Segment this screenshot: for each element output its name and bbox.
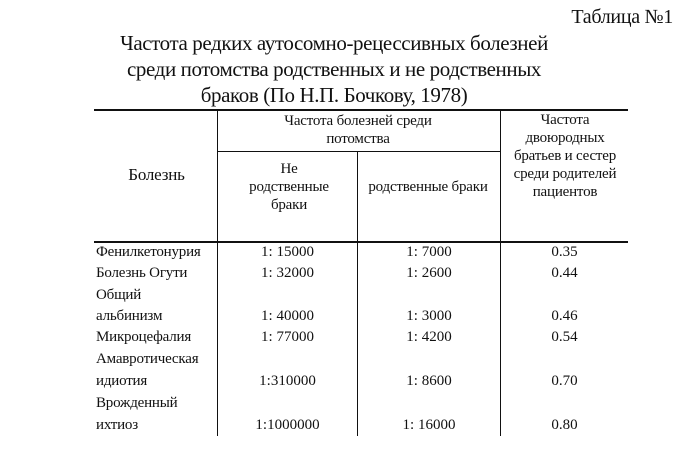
disease-name-cont: альбинизм: [96, 308, 163, 324]
cousins-value: 0.35: [551, 244, 578, 260]
disease-name: Общий: [96, 287, 142, 303]
unrelated-value: 1:310000: [259, 373, 316, 389]
unrelated-value: 1: 15000: [261, 244, 314, 260]
related-value: 1: 4200: [406, 329, 452, 345]
related-value: 1: 3000: [406, 308, 452, 324]
disease-name-cont: ихтиоз: [96, 417, 138, 433]
unrelated-value: 1: 40000: [261, 308, 314, 324]
header-cousins: Частота двоюродных братьев и сестер среди родителей пациентов: [513, 112, 617, 200]
header-unrelated: Не родственные браки: [249, 161, 329, 213]
cousins-value: 0.46: [551, 308, 578, 324]
unrelated-value: 1: 77000: [261, 329, 314, 345]
disease-name-cont: идиотия: [96, 373, 148, 389]
disease-name: Микроцефалия: [96, 329, 192, 345]
table-number: Таблица №1: [571, 6, 673, 28]
related-value: 1: 8600: [406, 373, 452, 389]
title-line-2: среди потомства родственных и не родственных: [127, 57, 541, 81]
title-line-3: браков (По Н.П. Бочкову, 1978): [200, 83, 468, 107]
col-divider-2: [357, 151, 358, 436]
disease-name: Врожденный: [96, 395, 178, 411]
unrelated-value: 1:1000000: [255, 417, 320, 433]
title-line-1: Частота редких аутосомно-рецессивных болезней: [120, 31, 548, 55]
cousins-value: 0.54: [551, 329, 578, 345]
cousins-value: 0.80: [551, 417, 578, 433]
header-related: родственные браки: [368, 179, 488, 195]
disease-name: Амавротическая: [96, 351, 199, 367]
header-disease: Болезнь: [128, 165, 185, 184]
related-value: 1: 7000: [406, 244, 452, 260]
cousins-value: 0.70: [551, 373, 578, 389]
header-frequency-group: Частота болезней среди потомства: [284, 113, 432, 147]
table-title: [0, 30, 668, 108]
cousins-value: 0.44: [551, 265, 578, 281]
unrelated-value: 1: 32000: [261, 265, 314, 281]
subheader-divider: [217, 151, 500, 152]
disease-name: Болезнь Огути: [96, 265, 188, 281]
related-value: 1: 16000: [402, 417, 456, 433]
disease-name: Фенилкетонурия: [96, 244, 201, 260]
related-value: 1: 2600: [406, 265, 452, 281]
